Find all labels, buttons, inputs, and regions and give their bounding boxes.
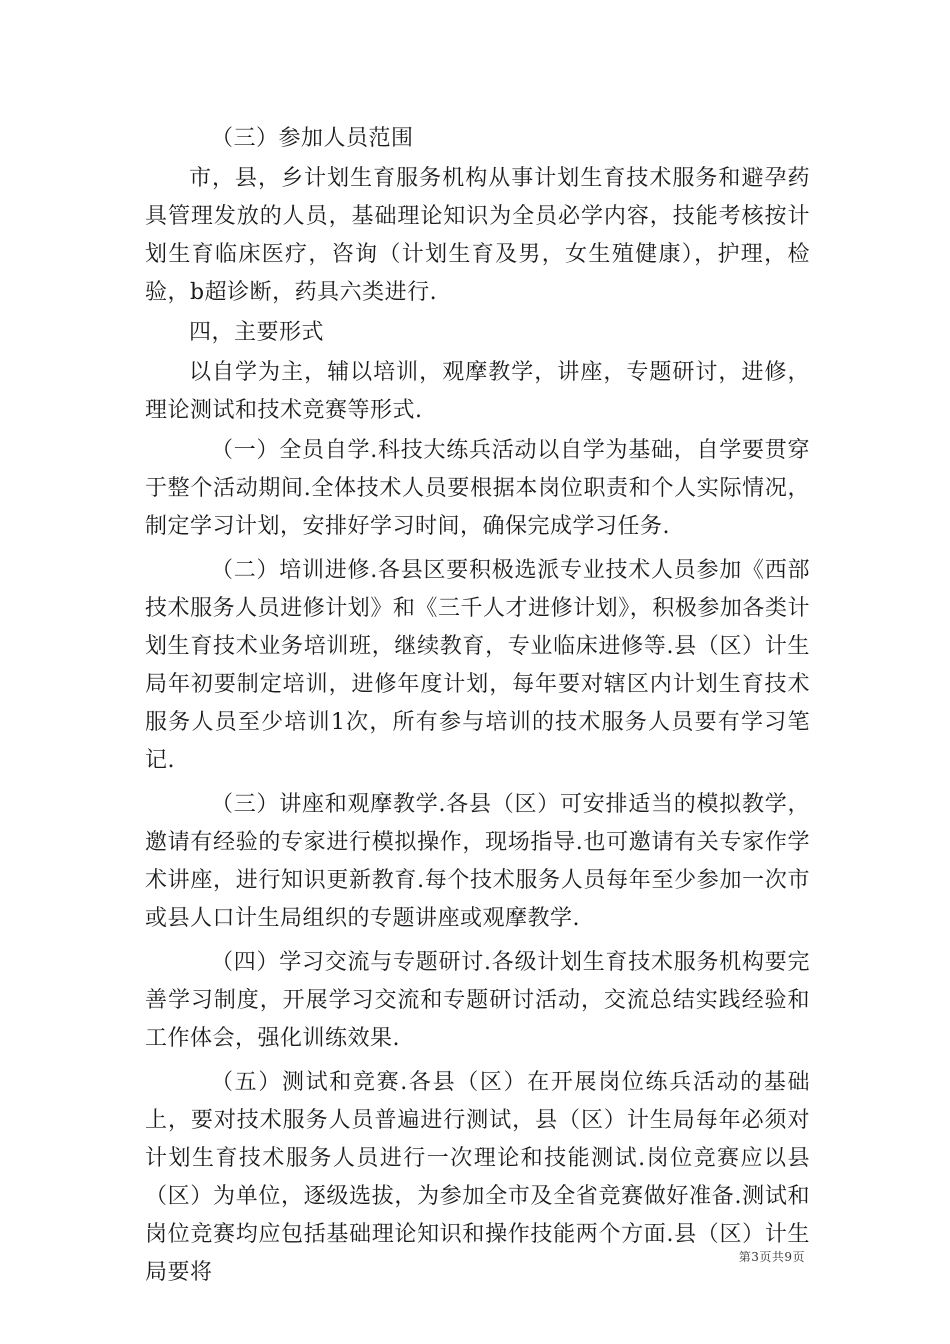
page-number: 第3页共9页 (738, 1250, 805, 1264)
paragraph-training: （二）培训进修.各县区要积极选派专业技术人员参加《西部技术服务人员进修计划》和《三千人才进修计划》，积极参加各类计划生育技术业务培训班，继续教育，专业临床进修等.县（区）计生局年初要制定培训，进修年度计划，每年要对辖区内计划生育技术服务人员至少培训1次，所有参与培训的技术服务人员要有学习笔记. (145, 558, 810, 773)
paragraph-lectures: （三）讲座和观摩教学.各县（区）可安排适当的模拟教学，邀请有经验的专家进行模拟操作，现场指导.也可邀请有关专家作学术讲座，进行知识更新教育.每个技术服务人员每年至少参加一次市或县人口计生局组织的专题讲座或观摩教学. (145, 792, 810, 931)
document-body (145, 120, 810, 1292)
section-heading-participants: （三）参加人员范围 (211, 126, 414, 151)
paragraph-testing: （五）测试和竞赛.各县（区）在开展岗位练兵活动的基础上，要对技术服务人员普遍进行测试，县（区）计生局每年必须对计划生育技术服务人员进行一次理论和技能测试.岗位竞赛应以县（区）为单位，逐级选拔，为参加全市及全省竞赛做好准备.测试和岗位竞赛均应包括基础理论知识和操作技能两个方面.县（区）计生局要将 (145, 1070, 810, 1285)
section-heading-main-forms: 四，主要形式 (189, 320, 325, 345)
paragraph-exchange: （四）学习交流与专题研讨.各级计划生育技术服务机构要完善学习制度，开展学习交流和专题研讨活动，交流总结实践经验和工作体会，强化训练效果. (145, 950, 810, 1051)
paragraph-self-study: （一）全员自学.科技大练兵活动以自学为基础，自学要贯穿于整个活动期间.全体技术人员要根据本岗位职责和个人实际情况，制定学习计划，安排好学习时间，确保完成学习任务. (145, 438, 810, 539)
paragraph-participants-scope: 市，县，乡计划生育服务机构从事计划生育技术服务和避孕药具管理发放的人员，基础理论知识为全员必学内容，技能考核按计划生育临床医疗，咨询（计划生育及男，女生殖健康），护理，检验，b超诊断，药具六类进行. (145, 166, 810, 305)
paragraph-main-forms: 以自学为主，辅以培训，观摩教学，讲座，专题研讨，进修，理论测试和技术竞赛等形式. (145, 360, 810, 423)
